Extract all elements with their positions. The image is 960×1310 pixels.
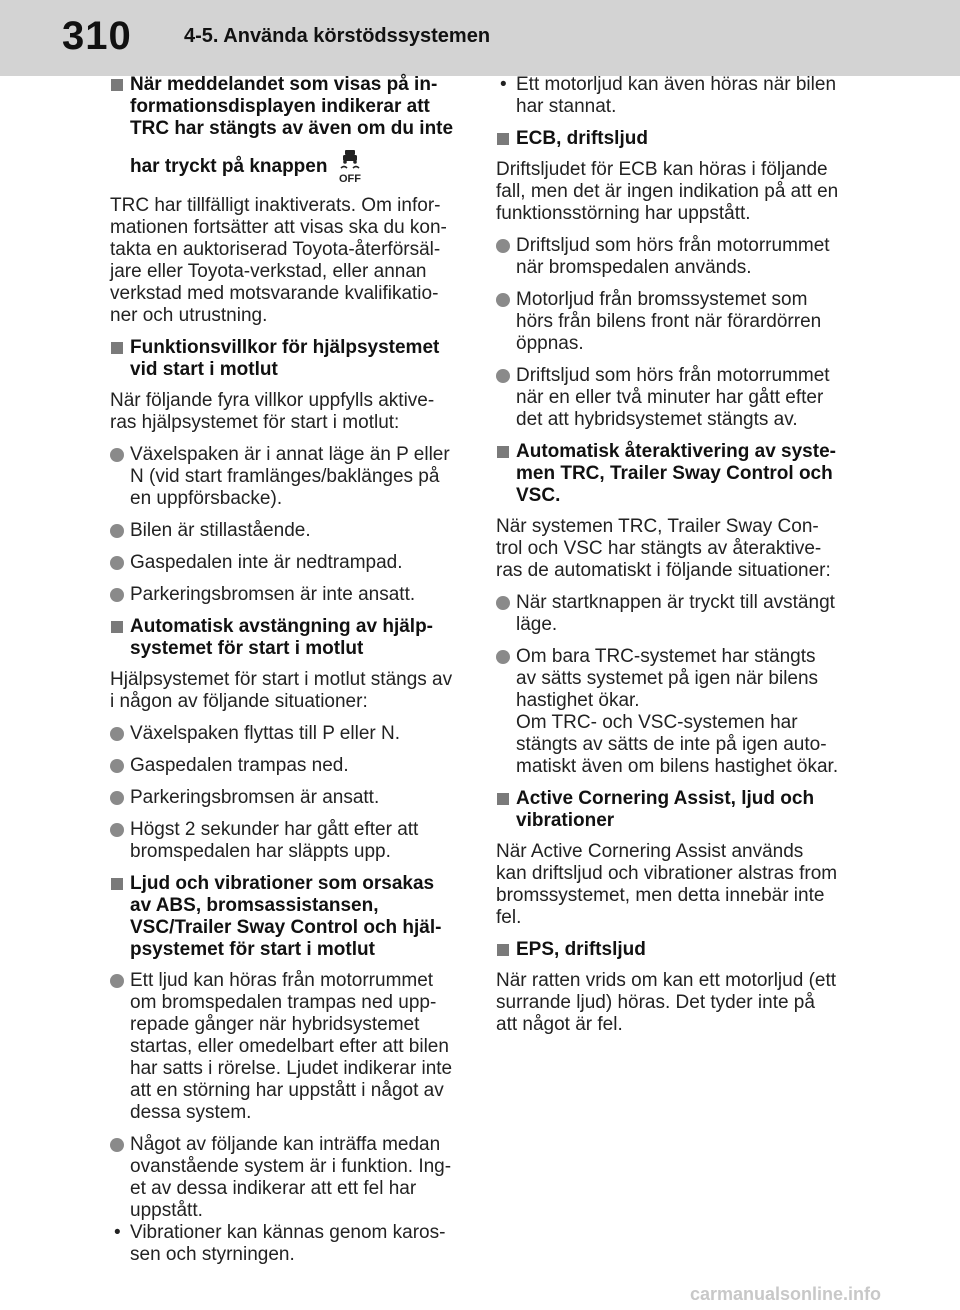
active-cornering-paragraph: När Active Cornering Assist används kan driftsljud och vibrationer alstras from bromssystemet, men detta innebär inte fel. [496,841,838,928]
bullet-dot-icon [496,596,510,610]
heading-square-icon [111,342,123,354]
heading-hill-start-auto-off: Automatisk avstängning av hjälp- systemet för start i motlut [110,616,466,660]
bullet-item: Parkeringsbromsen är ansatt. [110,787,466,809]
bullet-item: Driftsljud som hörs från motorrummet när en eller två minuter har gått efter det att hybridsystemet stängts av. [496,365,852,431]
heading-square-icon [111,621,123,633]
bullet-item: Växelspaken flyttas till P eller N. [110,723,466,745]
hill-start-auto-off-paragraph: Hjälpsystemet för start i motlut stängs av i någon av följande situationer: [110,669,453,712]
trc-info-paragraph: TRC har tillfälligt inaktiverats. Om infor- mationen fortsätter att visas ska du kon- takta en auktoriserad Toyota-återförsäl- jare eller Toyota-verkstad, eller annan verkstad med motsvarande kvalifikatio- ner och utrustning. [110,195,447,326]
bullet-dot-icon [110,556,124,570]
bullet-dot-icon [110,974,124,988]
bullet-dot-icon [110,791,124,805]
bullet-item: Om bara TRC-systemet har stängts av sätts systemet på igen när bilens hastighet ökar. Om TRC- och VSC-systemen har stängts av sätts de inte på igen auto- matiskt även om bilens hastighet ökar. [496,646,852,778]
bullet-item: När startknappen är tryckt till avstängt läge. [496,592,852,636]
page-number: 310 [62,14,132,58]
section-title: 4-5. Använda körstödssystemen [184,25,491,47]
bullet-dot-icon [496,650,510,664]
bullet-item: Motorljud från bromssystemet som hörs från bilens front när förardörren öppnas. [496,289,852,355]
bullet-item: Något av följande kan inträffa medan ovanstående system är i funktion. Ing- et av dessa indikerar att ett fel har uppstått. [110,1134,466,1222]
dash-item: • Vibrationer kan kännas genom karos- sen och styrningen. [114,1222,446,1265]
heading-square-icon [497,944,509,956]
heading-square-icon [111,79,123,91]
heading-square-icon [497,793,509,805]
ecb-paragraph: Driftsljudet för ECB kan höras i följande fall, men det är ingen indikation på att en funktionsstörning har uppstått. [496,159,839,224]
bullet-dot-icon [110,448,124,462]
bullet-item: Växelspaken är i annat läge än P eller N (vid start framlänges/baklänges på en uppförsbacke). [110,444,466,510]
svg-text:OFF: OFF [339,173,362,185]
eps-paragraph: När ratten vrids om kan ett motorljud (ett surrande ljud) höras. Det tyder inte på att något är fel. [496,970,837,1035]
watermark: carmanualsonline.info [690,1284,882,1304]
heading-ecb-sound: ECB, driftsljud [496,128,852,150]
right-column [496,74,852,1046]
bullet-dot-icon [110,1138,124,1152]
bullet-item: Driftsljud som hörs från motorrummet när bromspedalen används. [496,235,852,279]
heading-active-cornering-assist: Active Cornering Assist, ljud och vibrationer [496,788,852,832]
heading-trc-message: När meddelandet som visas på in- formationsdisplayen indikerar att TRC har stängts av även om du inte har tryckt på knappen OFF [110,74,466,186]
trc-off-button-icon [335,148,365,186]
heading-square-icon [497,133,509,145]
bullet-dot-icon [110,759,124,773]
bullet-item: Parkeringsbromsen är inte ansatt. [110,584,466,606]
heading-sounds-vibrations: Ljud och vibrationer som orsakas av ABS, bromsassistansen, VSC/Trailer Sway Control och hjäl- psystemet för start i motlut [110,873,466,961]
bullet-item: Gaspedalen trampas ned. [110,755,466,777]
hill-start-conditions-paragraph: När följande fyra villkor uppfylls aktive- ras hjälpsystemet för start i motlut: [110,390,435,433]
page-header [0,0,960,76]
bullet-item: Högst 2 sekunder har gått efter att bromspedalen har släppts upp. [110,819,466,863]
bullet-dot-icon [110,727,124,741]
heading-eps-sound: EPS, driftsljud [496,939,852,961]
bullet-dot-icon [110,823,124,837]
bullet-item: Ett ljud kan höras från motorrummet om bromspedalen trampas ned upp- repade gånger när hybridsystemet startas, eller omedelbart efter att bilen har satts i rörelse. Ljudet indikerar inte att en störning har uppstått i något av dessa system. [110,970,466,1124]
bullet-item: Bilen är stillastående. [110,520,466,542]
auto-reactivation-paragraph: När systemen TRC, Trailer Sway Con- trol och VSC har stängts av återaktive- ras de automatiskt i följande situationer: [496,516,831,581]
heading-square-icon [111,878,123,890]
heading-hill-start-conditions: Funktionsvillkor för hjälpsystemet vid start i motlut [110,337,466,381]
bullet-dot-icon [496,369,510,383]
heading-square-icon [497,446,509,458]
bullet-mark: • [114,1222,121,1243]
left-column [110,74,466,1276]
bullet-dot-icon [110,588,124,602]
bullet-dot-icon [496,293,510,307]
bullet-item: Gaspedalen inte är nedtrampad. [110,552,466,574]
heading-auto-reactivation: Automatisk återaktivering av syste- men TRC, Trailer Sway Control och VSC. [496,441,852,507]
bullet-mark: • [500,74,507,95]
bullet-dot-icon [110,524,124,538]
bullet-dot-icon [496,239,510,253]
dash-item: • Ett motorljud kan även höras när bilen har stannat. [500,74,837,117]
